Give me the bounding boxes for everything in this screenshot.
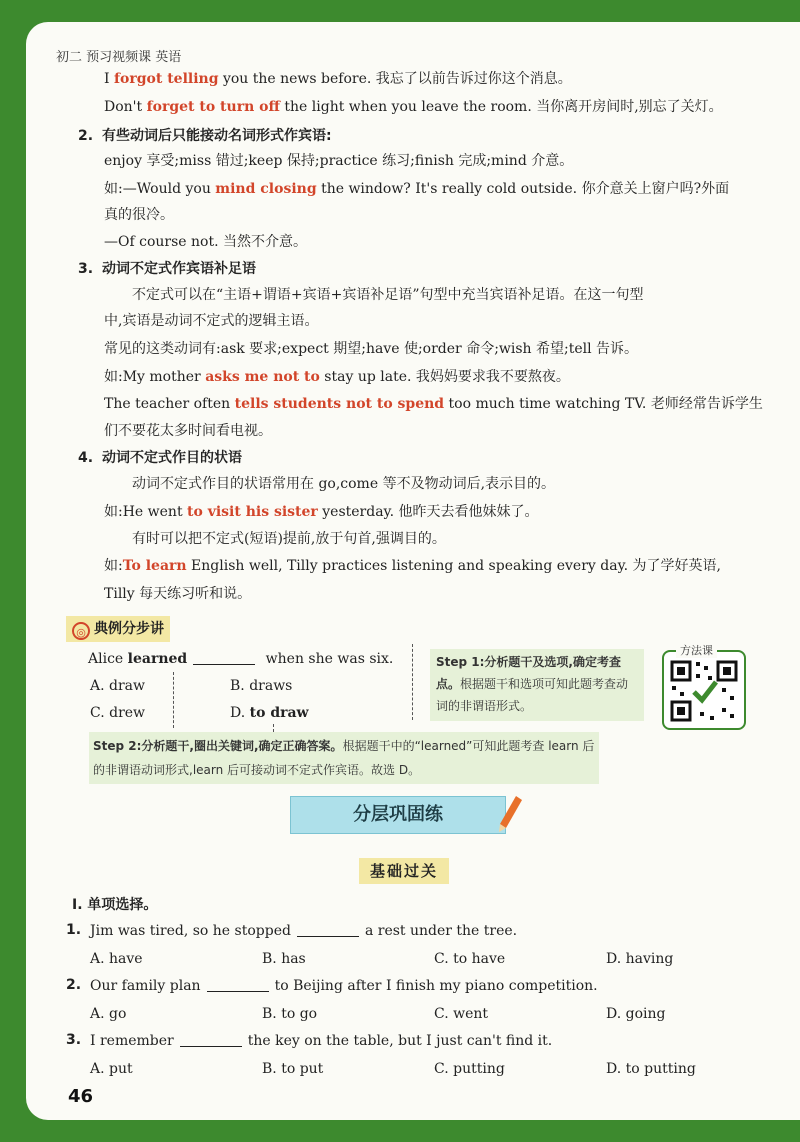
dashed-guide-left (173, 672, 174, 728)
section-4-example-1: 如:He went to visit his sister yesterday. 他昨天去看他妹妹了。 (104, 504, 539, 520)
q2-option-a[interactable]: A. go (90, 1006, 127, 1022)
section-3-para-1: 不定式可以在“主语+谓语+宾语+宾语补足语”句型中充当宾语补足语。在这一句型 (132, 287, 644, 303)
section-4-para-1: 动词不定式作目的状语常用在 go,come 等不及物动词后,表示目的。 (132, 476, 556, 492)
q2-num: 2. (66, 977, 82, 993)
target-icon: ◎ (72, 622, 90, 640)
section-3-example-2-cont: 们不要花太多时间看电视。 (104, 423, 272, 439)
section-3-verbs: 常见的这类动词有:ask 要求;expect 期望;have 使;order 命令;wish 希望;tell 告诉。 (104, 341, 639, 357)
example-option-a: A. draw (90, 678, 145, 694)
section-2-reply: —Of course not. 当然不介意。 (104, 234, 307, 250)
page-number: 46 (68, 1086, 94, 1107)
q3-num: 3. (66, 1032, 82, 1048)
page-header: 初二 预习视频课 英语 (56, 50, 182, 65)
example-option-c: C. drew (90, 705, 146, 721)
q2-option-b[interactable]: B. to go (262, 1006, 318, 1022)
section-4-heading: 4. 动词不定式作目的状语 (78, 450, 242, 466)
q3-option-a[interactable]: A. put (90, 1061, 133, 1077)
worked-example-tag: ◎ 典例分步讲 (66, 616, 170, 642)
example-forget-to-turn-off: Don't forget to turn off the light when you leave the room. 当你离开房间时,别忘了关灯。 (104, 99, 723, 115)
example-option-d: D. to draw (230, 705, 309, 721)
q3-option-b[interactable]: B. to put (262, 1061, 324, 1077)
step-2-box: Step 2:分析题干,圈出关键词,确定正确答案。根据题干中的“learned”可知此题考查 learn 后的非谓语动词形式,learn 后可接动词不定式作宾语。故选 D。 (89, 732, 599, 784)
section-i-heading: Ⅰ. 单项选择。 (72, 897, 158, 913)
textbook-page (26, 22, 800, 1120)
q3-option-c[interactable]: C. putting (434, 1061, 505, 1077)
section-3-example-1: 如:My mother asks me not to stay up late. 我妈妈要求我不要熬夜。 (104, 369, 570, 385)
q1-stem: Jim was tired, so he stopped a rest under the tree. (90, 923, 518, 939)
q3-option-d[interactable]: D. to putting (606, 1061, 696, 1077)
practice-banner: 分层巩固练 (290, 796, 506, 834)
dashed-guide-right (273, 724, 274, 732)
q3-stem: I remember the key on the table, but I just can't find it. (90, 1033, 553, 1049)
section-3-heading: 3. 动词不定式作宾语补足语 (78, 261, 256, 277)
q2-blank[interactable] (207, 977, 269, 992)
section-4-example-2: 如:To learn English well, Tilly practices listening and speaking every day. 为了学好英语, (104, 558, 721, 574)
example-question: Alice learned when she was six. (88, 651, 394, 667)
q2-stem: Our family plan to Beijing after I finish my piano competition. (90, 978, 598, 994)
answer-blank[interactable] (193, 650, 255, 665)
section-2-example: 如:—Would you mind closing the window? It's really cold outside. 你介意关上窗户吗?外面 (104, 181, 730, 197)
section-4-example-2-cont: Tilly 每天练习听和说。 (104, 586, 252, 602)
method-course-qr[interactable] (662, 644, 746, 730)
section-2-heading: 2. 有些动词后只能接动名词形式作宾语: (78, 128, 332, 144)
example-forgot-telling: I forgot telling you the news before. 我忘了以前告诉过你这个消息。 (104, 71, 572, 87)
q2-option-d[interactable]: D. going (606, 1006, 666, 1022)
section-2-example-cont: 真的很冷。 (104, 207, 174, 223)
pencil-icon (496, 794, 524, 834)
dashed-bracket (412, 644, 413, 720)
basic-level-banner: 基础过关 (359, 858, 449, 884)
section-2-verbs: enjoy 享受;miss 错过;keep 保持;practice 练习;finish 完成;mind 介意。 (104, 153, 574, 169)
q3-blank[interactable] (180, 1032, 242, 1047)
q1-option-b[interactable]: B. has (262, 951, 306, 967)
qr-label: 方法课 (676, 642, 717, 658)
section-3-example-2: The teacher often tells students not to spend too much time watching TV. 老师经常告诉学生 (104, 396, 763, 412)
q1-blank[interactable] (297, 922, 359, 937)
q1-num: 1. (66, 922, 82, 938)
section-4-para-2: 有时可以把不定式(短语)提前,放于句首,强调目的。 (132, 531, 446, 547)
qr-code-icon (664, 652, 744, 728)
q1-option-c[interactable]: C. to have (434, 951, 506, 967)
q2-option-c[interactable]: C. went (434, 1006, 489, 1022)
step-1-box: Step 1:分析题干及选项,确定考查点。根据题干和选项可知此题考查动词的非谓语形式。 (430, 649, 644, 721)
section-3-para-2: 中,宾语是动词不定式的逻辑主语。 (104, 313, 319, 329)
q1-option-d[interactable]: D. having (606, 951, 674, 967)
example-option-b: B. draws (230, 678, 293, 694)
q1-option-a[interactable]: A. have (90, 951, 143, 967)
